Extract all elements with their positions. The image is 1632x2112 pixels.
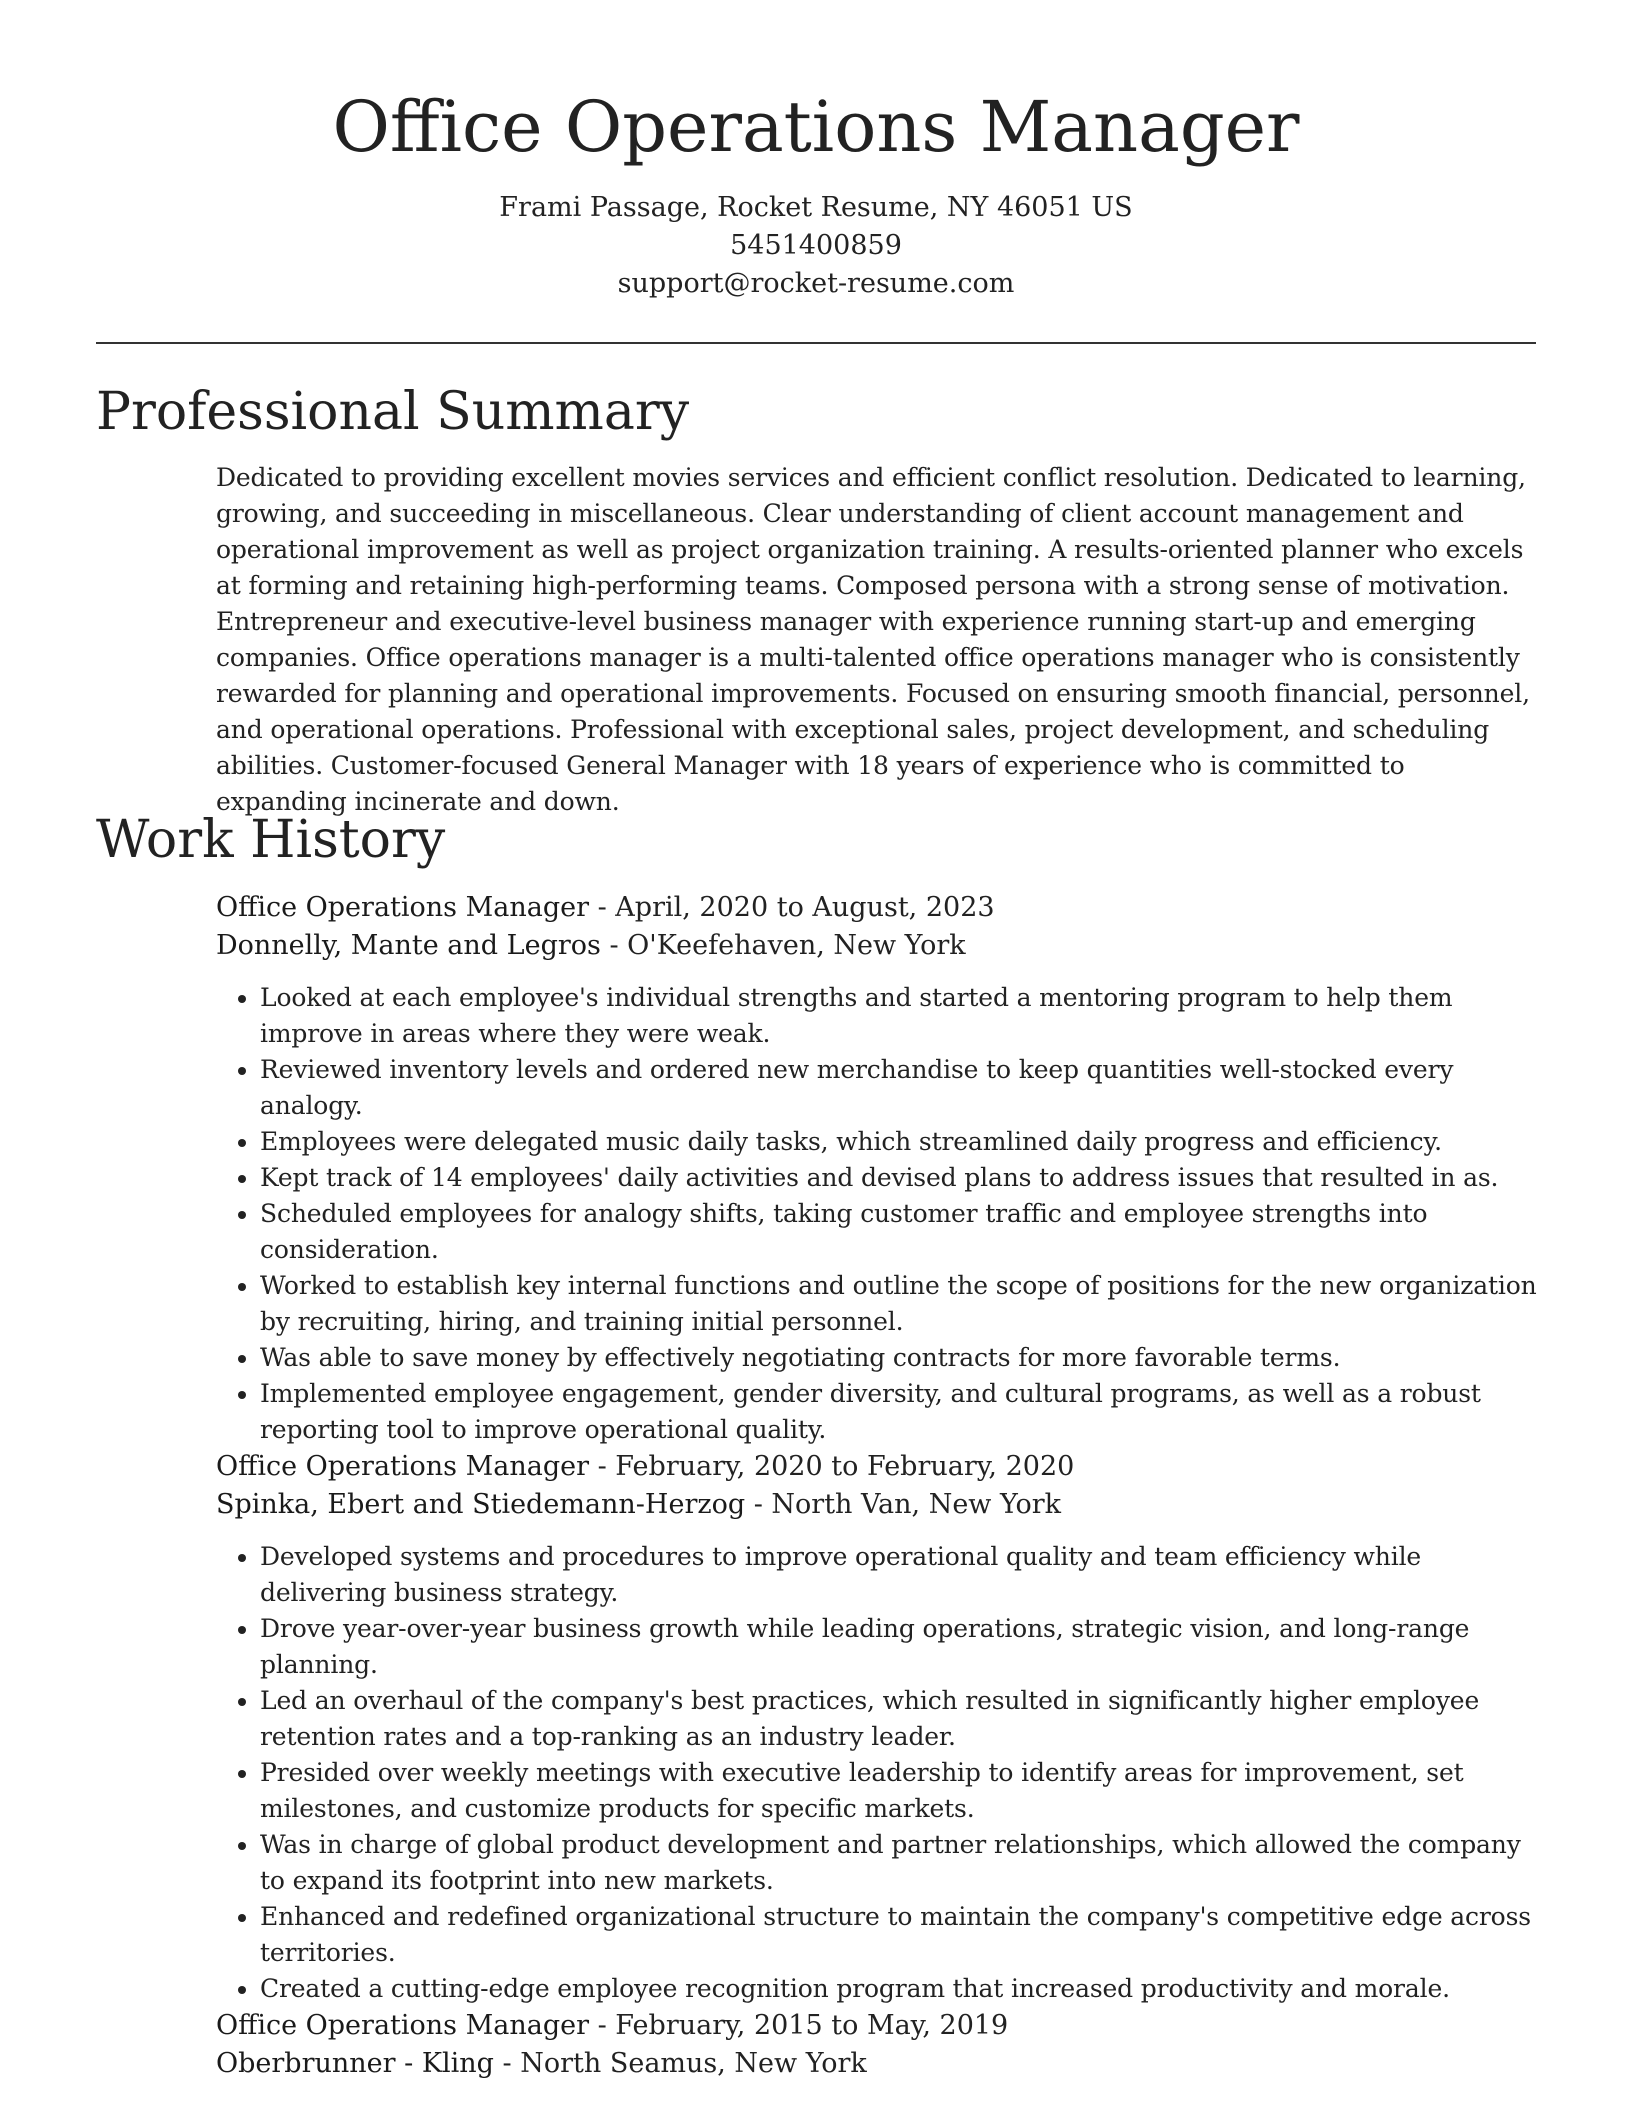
- job-role: Office Operations Manager: [216, 1451, 590, 1482]
- job-dates: - February, 2015 to May, 2019: [589, 2010, 1009, 2041]
- job-company: Spinka, Ebert and Stiedemann-Herzog: [216, 1489, 746, 1520]
- bullet-item: • Drove year-over-year business growth while leading operations, strategic vision, and long-range planning.: [260, 1611, 1541, 1683]
- bullet-item: • Implemented employee engagement, gender diversity, and cultural programs, as well as a robust reporting tool to improve operational quality.: [260, 1376, 1541, 1448]
- bullet-item: • Kept track of 14 employees' daily activities and devised plans to address issues that resulted in as.: [260, 1160, 1541, 1196]
- bullet-item: • Presided over weekly meetings with executive leadership to identify areas for improvement, set milestones, and customize products for specific markets.: [260, 1755, 1541, 1827]
- summary-text: Dedicated to providing excellent movies services and efficient conflict resolution. Dedicated to learning, growing, and succeeding in miscellaneous. Clear understanding of client account management and operational improvement as well as project organization training. A results-oriented planner who excels at forming and retaining high-performing teams. Composed persona with a strong sense of motivation. Entrepreneur and executive-level business manager with experience running start-up and emerging companies. Office operations manager is a multi-talented office operations manager who is consistently rewarded for planning and operational improvements. Focused on ensuring smooth financial, personnel, and operational operations. Professional with exceptional sales, project development, and scheduling abilities. Customer-focused General Manager with 18 years of experience who is committed to expanding incinerate and down.: [216, 463, 1530, 816]
- job-company: Donnelly, Mante and Legros: [216, 930, 601, 961]
- bullet-item: • Was able to save money by effectively negotiating contracts for more favorable terms.: [260, 1340, 1541, 1376]
- job-title-line: [216, 889, 1541, 927]
- bullet-item: • Worked to establish key internal functions and outline the scope of positions for the new organization by recruiting, hiring, and training initial personnel.: [260, 1268, 1541, 1340]
- bullet-item: • Looked at each employee's individual strengths and started a mentoring program to help them improve in areas where they were weak.: [260, 980, 1541, 1052]
- bullet-item: • Developed systems and procedures to improve operational quality and team efficiency while delivering business strategy.: [260, 1539, 1541, 1611]
- bullet-item: • Reviewed inventory levels and ordered new merchandise to keep quantities well-stocked every analogy.: [260, 1052, 1541, 1124]
- job-role: Office Operations Manager: [216, 2010, 590, 2041]
- bullet-item: • Was in charge of global product development and partner relationships, which allowed the company to expand its footprint into new markets.: [260, 1827, 1541, 1899]
- phone: 5451400859: [730, 230, 902, 261]
- job-company-line: [216, 927, 1541, 965]
- job-dates: - April, 2020 to August, 2023: [589, 892, 995, 923]
- bullet-item: • Led an overhaul of the company's best practices, which resulted in significantly higher employee retention rates and a top-ranking as an industry leader.: [260, 1683, 1541, 1755]
- job-company-line: [216, 2045, 1541, 2083]
- bullet-item: • Enhanced and redefined organizational structure to maintain the company's competitive edge across territories.: [260, 1899, 1541, 1971]
- email: support@rocket-resume.com: [617, 268, 1015, 299]
- header-divider: [96, 342, 1536, 344]
- resume-name: Office Operations Manager: [332, 86, 1300, 168]
- job-bullets: [216, 1539, 1541, 2007]
- address: Frami Passage, Rocket Resume, NY 46051 US: [499, 192, 1133, 223]
- job-dates: - February, 2020 to February, 2020: [589, 1451, 1075, 1482]
- job-location: - O'Keefehaven, New York: [600, 930, 966, 961]
- contact-block: [0, 189, 1632, 303]
- job-title-line: [216, 1448, 1541, 1486]
- job-entry: [216, 1448, 1541, 2007]
- bullet-item: • Created a cutting-edge employee recognition program that increased productivity and morale.: [260, 1971, 1541, 2007]
- job-title-line: [216, 2007, 1541, 2045]
- job-company: Oberbrunner - Kling: [216, 2048, 494, 2079]
- job-location: - North Van, New York: [745, 1489, 1061, 1520]
- job-company-line: [216, 1486, 1541, 1524]
- job-location: - North Seamus, New York: [493, 2048, 867, 2079]
- job-entry: [216, 889, 1541, 1448]
- bullet-item: • Scheduled employees for analogy shifts, taking customer traffic and employee strengths into consideration.: [260, 1196, 1541, 1268]
- work-history-heading: Work History: [96, 810, 446, 870]
- bullet-item: • Employees were delegated music daily tasks, which streamlined daily progress and efficiency.: [260, 1124, 1541, 1160]
- resume-header: [0, 0, 1632, 303]
- job-entry: [216, 2007, 1541, 2083]
- job-bullets: [216, 980, 1541, 1448]
- summary-heading: Professional Summary: [96, 382, 690, 442]
- job-role: Office Operations Manager: [216, 892, 590, 923]
